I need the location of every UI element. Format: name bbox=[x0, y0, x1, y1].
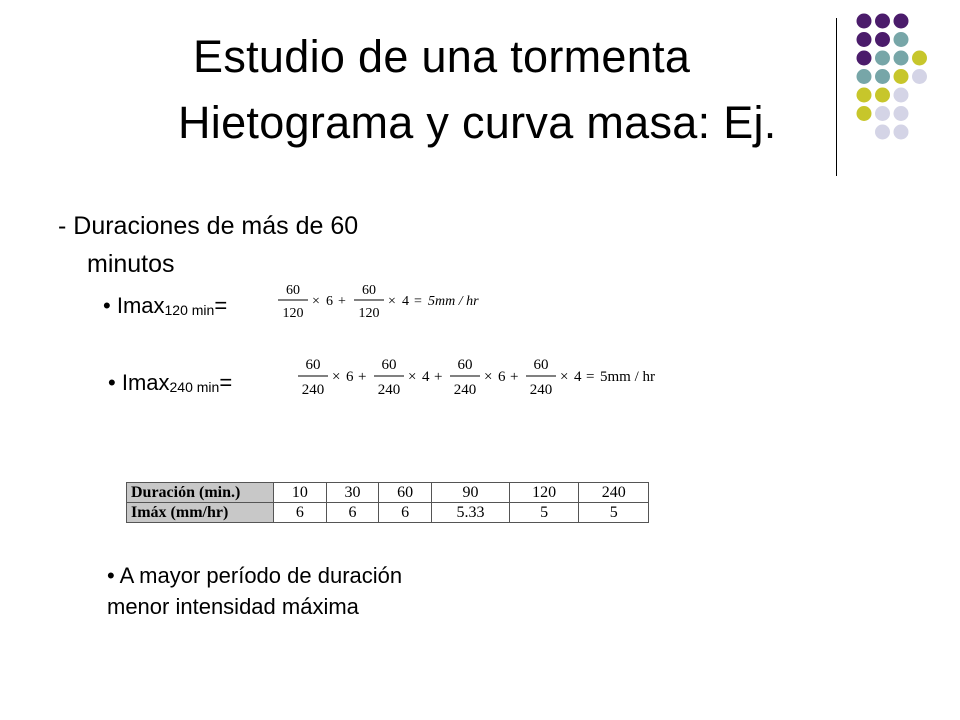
table-row-header: Duración (min.) bbox=[127, 483, 274, 503]
durations-text-line1: - Duraciones de más de 60 bbox=[58, 212, 359, 240]
multiplier: 6 bbox=[346, 369, 354, 385]
decorative-dot bbox=[875, 69, 890, 84]
bullet: • bbox=[103, 293, 111, 318]
decorative-dot bbox=[875, 125, 890, 140]
decorative-dot bbox=[875, 51, 890, 66]
conclusion-line1: • A mayor período de duración bbox=[107, 563, 403, 588]
conclusion-line2: menor intensidad máxima bbox=[107, 594, 359, 619]
decorative-dot bbox=[857, 88, 872, 103]
decorative-dot bbox=[857, 51, 872, 66]
table-cell: 120 bbox=[509, 483, 579, 503]
table-cell: 30 bbox=[326, 483, 379, 503]
fraction-numerator: 60 bbox=[533, 357, 549, 373]
table-cell: 60 bbox=[379, 483, 432, 503]
multiply-sign: × bbox=[560, 369, 569, 385]
fraction-numerator: 60 bbox=[362, 283, 376, 298]
multiply-sign: × bbox=[484, 369, 493, 385]
imax-label: Imax bbox=[121, 370, 170, 395]
slide-title-line2: Hietograma y curva masa: Ej. bbox=[178, 97, 777, 148]
table-cell: 6 bbox=[379, 503, 432, 523]
formula-result: 5mm / hr bbox=[428, 294, 479, 309]
imax-subscript: 240 min bbox=[169, 379, 220, 395]
decorative-dot bbox=[857, 106, 872, 121]
table-cell: 5 bbox=[579, 503, 649, 523]
table-cell: 5.33 bbox=[431, 503, 509, 523]
multiplier: 6 bbox=[498, 369, 506, 385]
formula-result: 5mm / hr bbox=[600, 369, 655, 385]
decorative-dot bbox=[875, 14, 890, 29]
table-cell: 240 bbox=[579, 483, 649, 503]
plus-sign: + bbox=[434, 369, 443, 385]
table-row bbox=[127, 483, 649, 503]
plus-sign: + bbox=[338, 294, 346, 309]
multiply-sign: × bbox=[312, 294, 320, 309]
table-cell: 6 bbox=[274, 503, 327, 523]
decorative-dot bbox=[894, 32, 909, 47]
imax240-label bbox=[108, 369, 232, 401]
table-row-header: Imáx (mm/hr) bbox=[127, 503, 274, 523]
fraction-numerator: 60 bbox=[286, 283, 300, 298]
plus-sign: + bbox=[358, 369, 367, 385]
decorative-dot bbox=[894, 51, 909, 66]
decorative-dot bbox=[857, 32, 872, 47]
imax240-formula bbox=[296, 352, 676, 404]
decorative-dot bbox=[894, 125, 909, 140]
fraction-denominator: 240 bbox=[529, 382, 553, 398]
fraction-denominator: 120 bbox=[358, 306, 380, 321]
imax-label: Imax bbox=[116, 293, 165, 318]
fraction-denominator: 120 bbox=[282, 306, 304, 321]
fraction-denominator: 240 bbox=[301, 382, 325, 398]
decorative-dot bbox=[894, 69, 909, 84]
durations-text-line2: minutos bbox=[87, 250, 175, 278]
table-row bbox=[127, 503, 649, 523]
decorative-dot bbox=[912, 51, 927, 66]
decorative-dot bbox=[875, 32, 890, 47]
decorative-dot bbox=[912, 69, 927, 84]
decorative-dot bbox=[875, 106, 890, 121]
multiply-sign: × bbox=[388, 294, 396, 309]
multiplier: 4 bbox=[422, 369, 430, 385]
decorative-vertical-line bbox=[836, 18, 837, 176]
bullet: • bbox=[108, 370, 116, 395]
multiplier: 4 bbox=[402, 294, 409, 309]
plus-sign: + bbox=[510, 369, 519, 385]
slide-title-line1: Estudio de una tormenta bbox=[193, 31, 691, 82]
table-cell: 90 bbox=[431, 483, 509, 503]
fraction-numerator: 60 bbox=[381, 357, 397, 373]
decorative-dot bbox=[894, 106, 909, 121]
decorative-dot bbox=[894, 88, 909, 103]
multiply-sign: × bbox=[332, 369, 341, 385]
multiplier: 4 bbox=[574, 369, 582, 385]
multiply-sign: × bbox=[408, 369, 417, 385]
decorative-dot bbox=[894, 14, 909, 29]
table-cell: 6 bbox=[326, 503, 379, 523]
decorative-dot bbox=[857, 14, 872, 29]
table-cell: 5 bbox=[509, 503, 579, 523]
imax120-formula bbox=[276, 278, 506, 328]
equals-sign: = bbox=[586, 369, 595, 385]
fraction-numerator: 60 bbox=[305, 357, 321, 373]
decorative-dot bbox=[857, 69, 872, 84]
imax120-label bbox=[103, 292, 227, 324]
fraction-denominator: 240 bbox=[453, 382, 477, 398]
equals-sign: = bbox=[414, 294, 422, 309]
imax-subscript: 120 min bbox=[164, 302, 215, 318]
decorative-dot bbox=[875, 88, 890, 103]
multiplier: 6 bbox=[326, 294, 333, 309]
table-cell: 10 bbox=[274, 483, 327, 503]
equals-sign: = bbox=[219, 370, 233, 395]
fraction-denominator: 240 bbox=[377, 382, 401, 398]
fraction-numerator: 60 bbox=[457, 357, 473, 373]
duration-intensity-table bbox=[126, 482, 649, 523]
equals-sign: = bbox=[214, 293, 228, 318]
